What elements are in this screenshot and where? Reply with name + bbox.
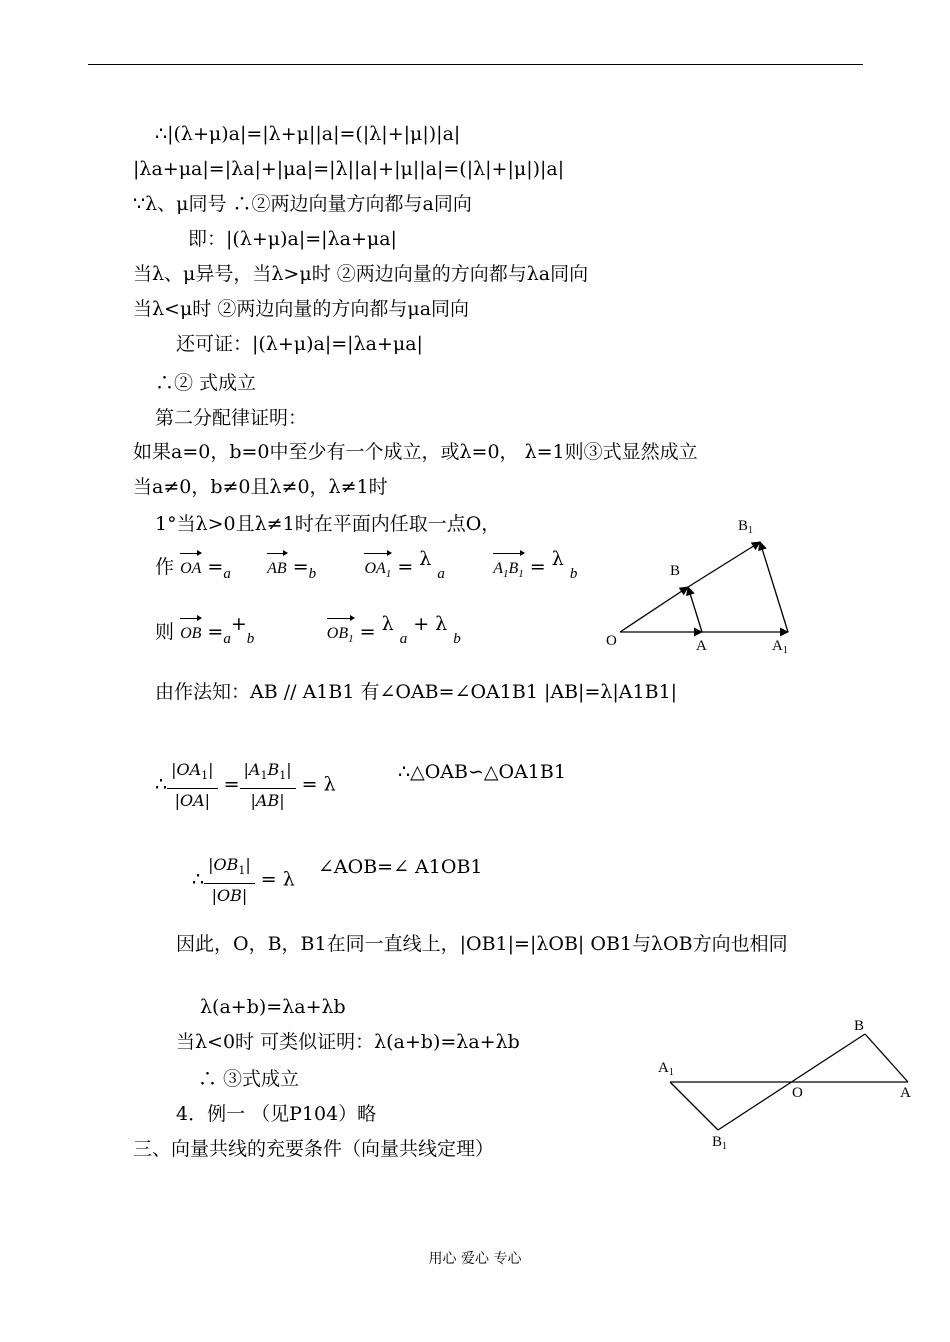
line-construct: 作 OA $=_a$ AB $=_b$ $OA_1 = \lambda$ $_a$ $A_1B_1 = \lambda$ $_b$ [155, 551, 577, 586]
line-6: 当λ<μ时 ②两边向量的方向都与μa同向 [133, 298, 470, 320]
line-1: ∴|(λ+μ)a|=|λ+μ||a|=(|λ|+|μ|)|a| [155, 123, 461, 145]
seg-A1B1 [670, 1082, 718, 1130]
seg-AB [688, 587, 702, 632]
label-A: A [696, 638, 707, 654]
construct-prefix: 作 [155, 556, 175, 578]
line-2: |λa+μa|=|λa|+|μa|=|λ||a|+|μ||a|=(|λ|+|μ|)|a| [133, 158, 565, 180]
seg-BB1 [688, 542, 760, 587]
label-B1: $B_1$ [738, 518, 754, 536]
line-10: 如果a=0，b=0中至少有一个成立，或λ=0， λ=1则③式显然成立 [133, 441, 698, 463]
seg-OB [620, 587, 688, 632]
vec-OB1: $OB_1$ [327, 616, 354, 651]
ratio-2: $\frac{|A_1B_1|}{|AB|}$ [240, 758, 296, 813]
line-ratio2: ∴ $\frac{|OB_1|}{|OB|}$ = λ [192, 853, 295, 908]
figure-2 [650, 1012, 920, 1162]
line-11: 当a≠0，b≠0且λ≠0，λ≠1时 [133, 476, 388, 498]
seg-BA [865, 1034, 908, 1082]
line-4: 即：|(λ+μ)a|=|λa+μa| [188, 228, 397, 250]
vec-OA: OA [180, 551, 201, 581]
label2-B1: $B_1$ [712, 1134, 728, 1152]
line-8: ∴② 式成立 [155, 372, 257, 394]
line-15: 由作法知：AB // A1B1 有∠OAB=∠OA1B1 |AB|=λ|A1B1| [155, 681, 678, 703]
line-18: 因此，O，B，B1在同一直线上，|OB1|=|λOB| OB1与λOB方向也相同 [176, 933, 788, 955]
line-12: 1°当λ>0且λ≠1时在平面内任取一点O， [155, 513, 501, 535]
label2-B: B [854, 1018, 865, 1034]
vec-A1B1: $A_1B_1$ [493, 551, 524, 586]
line-3: ∵λ、μ同号 ∴②两边向量方向都与a同向 [133, 193, 472, 215]
label2-O: O [792, 1085, 803, 1101]
vec-OB: OB [180, 616, 201, 646]
ratio-1: $\frac{|OA_1|}{|OA|}$ [167, 758, 217, 813]
label2-A: A [900, 1085, 911, 1101]
ratio-3: $\frac{|OB_1|}{|OB|}$ [204, 853, 255, 908]
line-then: 则 OB $=_a+_b$ $OB_1 = \lambda$ $_a$ + λ $_b$ [155, 616, 461, 651]
line-17: ∠AOB=∠ A1OB1 [318, 856, 483, 878]
line-7: 还可证：|(λ+μ)a|=|λa+μa| [176, 333, 423, 355]
line-23: 三、向量共线的充要条件（向量共线定理） [133, 1138, 495, 1160]
seg-A1B1 [760, 542, 788, 632]
page-footer: 用心 爱心 专心 [428, 1251, 522, 1267]
line-9: 第二分配律证明： [155, 407, 308, 429]
vec-OA1: $OA_1$ [364, 551, 391, 586]
label-B: B [670, 563, 681, 579]
line-16: ∴△OAB∽△OA1B1 [398, 761, 566, 783]
header-rule [88, 64, 863, 65]
line-19: λ(a+b)=λa+λb [200, 996, 346, 1018]
line-ratio: ∴ $\frac{|OA_1|}{|OA|}$ = $\frac{|A_1B_1|}{|AB|}$ = λ [155, 758, 336, 813]
then-prefix: 则 [155, 621, 175, 643]
label-O: O [606, 633, 617, 649]
line-5: 当λ、μ异号，当λ>μ时 ②两边向量的方向都与λa同向 [133, 263, 589, 285]
figure-1 [600, 512, 820, 662]
line-20: 当λ<0时 可类似证明：λ(a+b)=λa+λb [176, 1031, 520, 1053]
label2-A1: $A_1$ [658, 1060, 674, 1078]
vec-AB: AB [267, 551, 287, 581]
label-A1: $A_1$ [772, 638, 788, 656]
line-21: ∴ ③式成立 [198, 1068, 300, 1090]
line-22: 4．例一 （见P104）略 [176, 1103, 377, 1125]
